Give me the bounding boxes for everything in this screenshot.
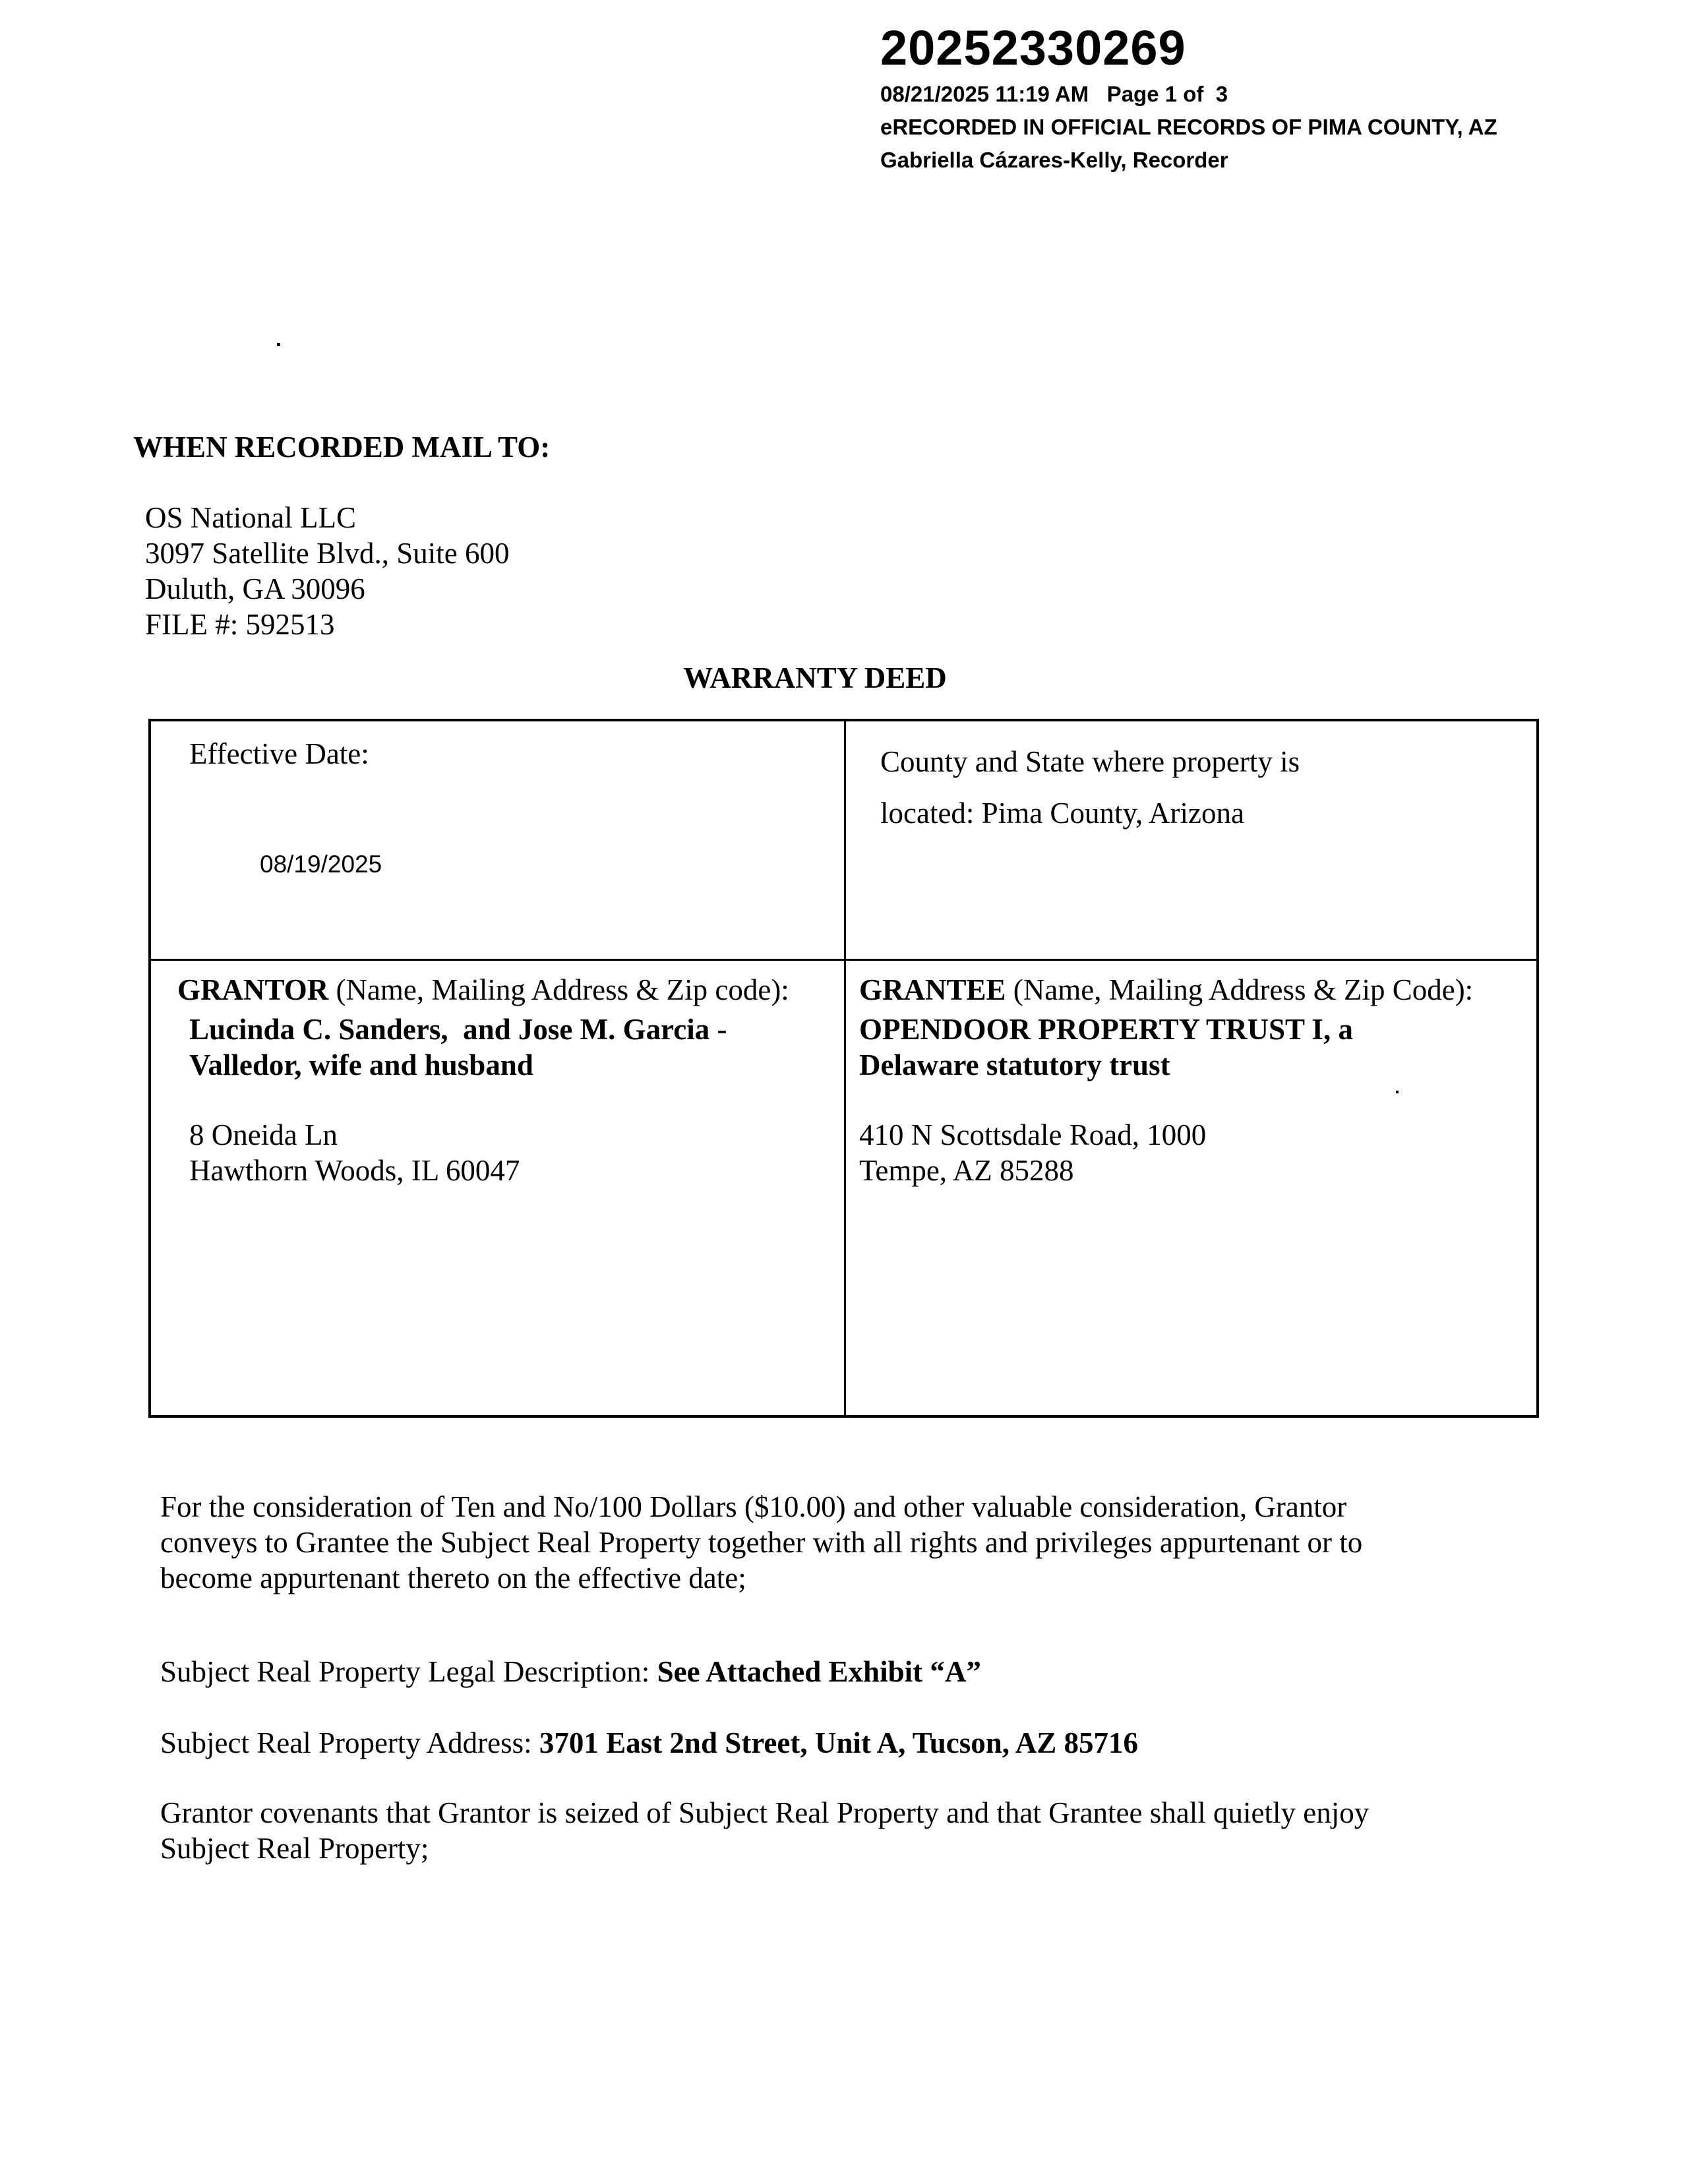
grantor-heading <box>177 972 789 1008</box>
legal-description-value: See Attached Exhibit “A” <box>657 1655 981 1688</box>
table-divider-horizontal <box>151 959 1536 961</box>
recording-datetime: 08/21/2025 11:19 AM Page 1 of 3 <box>880 82 1228 106</box>
grantor-label-suffix: (Name, Mailing Address & Zip code): <box>328 973 789 1006</box>
grantee-address-line2: Tempe, AZ 85288 <box>859 1154 1074 1187</box>
county-state-value: located: Pima County, Arizona <box>880 797 1244 830</box>
county-state-cell <box>880 736 1300 839</box>
recording-stamp <box>880 18 1497 177</box>
recorder-name: Gabriella Cázares-Kelly, Recorder <box>880 148 1228 172</box>
consideration-paragraph <box>160 1489 1479 1596</box>
grantee-heading <box>859 972 1473 1008</box>
consideration-line1: For the consideration of Ten and No/100 Dollars ($10.00) and other valuable consideration, Grantor <box>160 1490 1347 1523</box>
document-number: 20252330269 <box>880 20 1186 75</box>
effective-date-value: 08/19/2025 <box>260 851 382 878</box>
consideration-line3: become appurtenant thereto on the effective date; <box>160 1562 746 1594</box>
mail-to-heading: WHEN RECORDED MAIL TO: <box>133 431 551 464</box>
mail-to-address-line2: Duluth, GA 30096 <box>145 572 365 605</box>
covenant-paragraph <box>160 1795 1479 1866</box>
grantor-address <box>189 1117 520 1188</box>
property-address-label: Subject Real Property Address: <box>160 1726 539 1759</box>
mail-to-address-line1: 3097 Satellite Blvd., Suite 600 <box>145 537 510 570</box>
grantee-label: GRANTEE <box>859 973 1006 1006</box>
stray-mark <box>277 343 280 346</box>
file-number: FILE #: 592513 <box>145 608 335 641</box>
legal-description-line <box>160 1654 981 1689</box>
effective-date-label: Effective Date: <box>189 737 369 770</box>
grantee-address <box>859 1117 1206 1188</box>
grantee-address-line1: 410 N Scottsdale Road, 1000 <box>859 1118 1207 1151</box>
grantee-name-line1: OPENDOOR PROPERTY TRUST I, a <box>859 1013 1353 1046</box>
county-state-label: County and State where property is <box>880 745 1300 778</box>
grantor-name <box>189 1012 727 1083</box>
property-address-value: 3701 East 2nd Street, Unit A, Tucson, AZ 85716 <box>539 1726 1139 1759</box>
property-address-line <box>160 1725 1138 1761</box>
grantor-address-line1: 8 Oneida Ln <box>189 1118 338 1151</box>
mail-to-name: OS National LLC <box>145 501 356 534</box>
grantor-name-line2: Valledor, wife and husband <box>189 1048 533 1081</box>
mail-to-address <box>145 500 509 642</box>
stray-mark <box>1396 1091 1399 1093</box>
deed-info-table <box>148 719 1539 1418</box>
legal-description-label: Subject Real Property Legal Description: <box>160 1655 657 1688</box>
grantor-name-line1: Lucinda C. Sanders, and Jose M. Garcia - <box>189 1013 727 1046</box>
grantee-name-line2: Delaware statutory trust <box>859 1048 1170 1081</box>
grantor-label: GRANTOR <box>177 973 329 1006</box>
grantor-address-line2: Hawthorn Woods, IL 60047 <box>189 1154 520 1187</box>
grantee-name <box>859 1012 1353 1083</box>
covenant-line1: Grantor covenants that Grantor is seized of Subject Real Property and that Grantee shall quietly enjoy <box>160 1796 1370 1829</box>
recording-office: eRECORDED IN OFFICIAL RECORDS OF PIMA COUNTY, AZ <box>880 115 1497 139</box>
grantee-label-suffix: (Name, Mailing Address & Zip Code): <box>1006 973 1474 1006</box>
consideration-line2: conveys to Grantee the Subject Real Property together with all rights and privileges appurtenant or to <box>160 1526 1363 1559</box>
covenant-line2: Subject Real Property; <box>160 1832 429 1865</box>
document-title: WARRANTY DEED <box>683 661 947 694</box>
table-divider-vertical <box>844 721 846 1415</box>
